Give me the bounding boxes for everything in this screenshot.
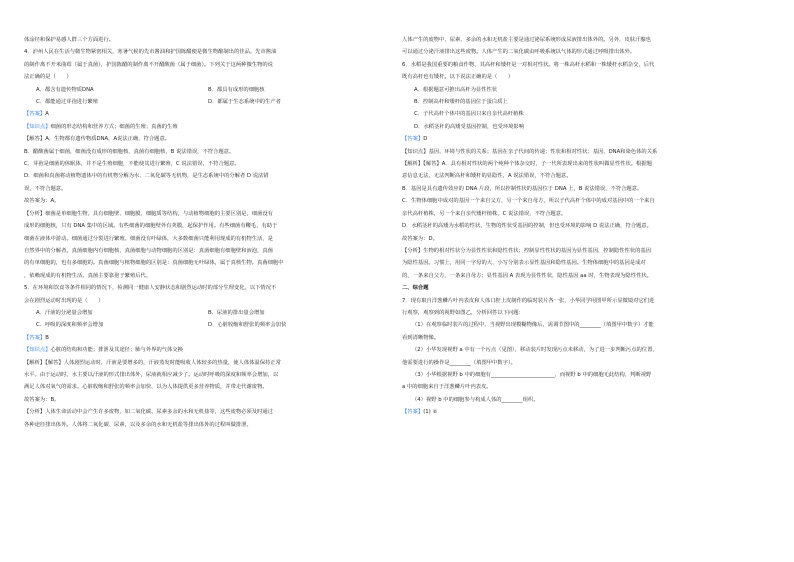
q6-option-c: C．子代高杆个体中的基因只来自亲代高杆植株 — [414, 111, 524, 118]
q6-option-a: A．根据题意可推出高杆为显性性状 — [414, 86, 498, 93]
q6-knowledge-point: 【知识点】基因、环境与性状的关系；基因在亲子代间的传递；性状和相对性状；基因、DNA和染色体的关系 — [402, 148, 658, 155]
answer-value: B — [45, 334, 49, 341]
q6-explanation-line: 亲代高杆植株，另一个来自亲代矮杆植株，C 说法错误，不符合题意。 — [402, 210, 567, 217]
q4-analysis-line: 【分析】细菌是单细胞生物，具有细胞壁、细胞膜、细胞质等结构，与动植物细胞的主要区别是，细菌没有 — [24, 210, 273, 217]
q6-analysis-line: 【分析】生物的相对性状分为显性性状和隐性性状；控制显性性状的基因为显性基因，控制隐性性状的基因 — [402, 247, 651, 254]
q4-analysis-line: 自然界中的分解者。真菌细胞内有细胞核，真菌细胞与动物细胞的区别是：真菌细胞有细胞壁和液泡，真菌 — [24, 247, 273, 254]
q7-subquestion-line: （3）小华根据视野 b 中的细胞有________________________，而视野 b 中的细胞无此结构，判断视野 — [412, 371, 652, 378]
q6-explanation-line: 故答案为：D。 — [402, 235, 438, 242]
q6-explanation-line: 【解析】【解答】A．具有相对性状的两个纯种个体杂交时，子一代所表现出来的性状叫做显性性状。根据题 — [402, 161, 652, 168]
q4-answer — [24, 108, 397, 120]
continuation-line: 人体产生的废物中，尿素、多余的水和无机盐主要是通过泌尿系统形成尿液排出体外的。另外，皮肤汗腺也 — [402, 37, 651, 43]
q5-explanation-line: 【解析】【解答】人体剧烈运动时，汗液是要增多的，汗液蒸发时能吸收人体较多的热量，使人体体温保持正常 — [24, 359, 281, 366]
q4-analysis-line: ，依赖现成的有机物生活。真菌主要靠孢子繁殖后代。 — [24, 272, 152, 279]
knowledge-tag: 【知识点】 — [24, 347, 51, 354]
right-column — [402, 34, 775, 419]
answer-value: A — [45, 111, 49, 118]
q4-stem-line: 4．泸州人民在生活与微生物紧密相关，寒暑气候的先市酱油和护国陈醋便是微生物酿制出的佳品。先市酱油 — [24, 49, 277, 56]
answer-tag: 【答案】 — [24, 334, 46, 341]
knowledge-text: 心脏的结构和功能；排泄及其途径；肺与外界的气体交换 — [50, 347, 183, 354]
q5-option-b: B．尿液的排出量会增加 — [208, 309, 265, 316]
q7-subquestion-line: （4）视野 b 中的细胞参与构成人体的________组织。 — [412, 396, 539, 403]
q6-analysis-line: 的，一条来自父方，一条来自母方；显性基因 A 表现为显性性状，隐性基因 aa 时，生物表现为隐性性状。 — [402, 272, 652, 279]
q4-explanation-line: D．细菌和真菌将动植物遗体中的有机物分解为水、二氧化碳等无机物，是生态系统中的分解者 D 说法错 — [24, 173, 269, 180]
q7-subquestion-line: （1）在观察临时装片的过程中，当视野出现模糊物像后，需调节图中的________（填图甲中数字）才能 — [412, 322, 654, 329]
continuation-line: 可以通过分泌汗液排出这些废物。人体产生的二氧化碳由呼吸系统以气体的形式通过呼吸排出体外。 — [402, 49, 636, 56]
q7-answer — [402, 406, 775, 418]
q4-stem-line: 的制作离不开米曲霉（属于真菌），护国陈醋的制作离不开醋酸菌（属于细菌）。下列关于这两种微生物的说 — [24, 61, 273, 68]
q5-options-row — [24, 307, 397, 319]
q5-analysis-line: 【分析】人体生命活动中会产生许多废物，如二氧化碳、尿素多余的水和无机盐等，这些废物必须及时通过 — [24, 409, 273, 416]
q5-option-c: C．呼吸的深度和频率会增加 — [36, 322, 104, 329]
q7-subquestion-line: 他需要进行的操作是________（填图甲中数字）。 — [402, 359, 516, 366]
q6-explanation-line: B．基因是具有遗传效应的 DNA 片段，所以控制性状的基因位于 DNA 上，B 说法错误，不符合题意。 — [402, 185, 643, 192]
q7-subquestion-line: （2）小华发现视野 a 中有一个污点（见图），移动装片时发现污点未移动，为了进一步判断污点的位置， — [412, 347, 658, 354]
q4-stem-line: 法正确的是（ ） — [24, 74, 72, 81]
q5-answer — [24, 332, 397, 344]
q6-explanation-line: 意信息无法，无法判断高杆和矮杆的显隐性，A 说法错误，不符合题意。 — [402, 173, 572, 180]
q5-analysis-line: 各种途径排出体外。人体将二氧化碳、尿素，以及多余的水和无机盐等排出体外的过程叫做排泄。 — [24, 421, 252, 428]
q5-knowledge-point — [24, 344, 397, 356]
q5-options-row — [24, 319, 397, 331]
q6-stem-line: 6．水稻是我国重要的粮食作物，其高杆和矮杆是一对相对性状。将一株高杆水稻和一株矮杆水稻杂交，后代 — [402, 61, 655, 68]
q7-stem-line: 行观察，观察到的视野如图乙，分析回答以下问题： — [402, 309, 524, 316]
q6-explanation-line: C．生物体细胞中成对的基因一个来自父方，另一个来自母方，所以子代高杆个体中的成对基因中的一个来自 — [402, 198, 655, 205]
q4-analysis-line: 成形的细胞核，只有 DNA 集中的区域。有些细菌的细胞壁外有荚膜，起保护作用。有些细菌有鞭毛，有助于 — [24, 223, 278, 230]
q4-option-b: B．都具有成形的细胞核 — [208, 86, 265, 93]
answer-tag: 【答案】 — [402, 136, 424, 143]
q4-explanation-line: 【解答】A．生物都有遗传物质DNA，A说法正确，符合题意。 — [24, 136, 171, 143]
answer-value: (1) ② — [423, 409, 438, 416]
q7-subquestion-line: 看到清晰物像。 — [402, 334, 440, 341]
q4-knowledge-point — [24, 121, 397, 133]
q6-option-d: D．水稻茎秆的高矮受基因控制，也受环境影响 — [414, 123, 525, 130]
q4-options-row — [24, 96, 397, 108]
q6-option-b: B．控制高杆和矮杆的基因位于蛋白质上 — [414, 99, 508, 106]
q4-option-d: D．都属于生态系统中的生产者 — [208, 99, 281, 106]
q5-option-d: D．心脏收缩和舒张的频率会加快 — [208, 322, 287, 329]
q6-analysis-line: 为隐性基因。习惯上，用同一字母的大、小写分别表示显性基因和隐性基因。生物体细胞中的基因是成对 — [402, 260, 646, 267]
q5-explanation-line: 满足人体对氧气的需求。心脏收缩和舒张的频率会加快，以为人体提供更多营养物质，并带走代谢废物。 — [24, 384, 268, 391]
q4-analysis-line: 的有单细胞的，也有多细胞的。真菌细胞与植物细胞的区别是：真菌细胞无叶绿体，属于真核生物。真菌细胞中 — [24, 260, 284, 267]
q5-explanation-line: 水平。由于运动时，水主要以汗液的形式排出体外，尿液就相应减少了。运动时呼吸的深度和频率会增加，以 — [24, 371, 279, 378]
intro-line: 体涂径和保护易感人群三个方面进行。 — [24, 37, 115, 43]
q4-option-a: A．都含有遗传物质DNA — [36, 86, 94, 93]
knowledge-text: 细菌的形态结构和营养方式；细菌的生殖；真菌的生殖 — [50, 123, 178, 130]
q4-option-c: C．都能通过芽孢进行繁殖 — [36, 99, 98, 106]
section-title: 二、综合题 — [402, 285, 429, 292]
q5-explanation-line: 故答案为：B。 — [24, 396, 60, 403]
q6-explanation-line: D．水稻茎秆的高矮为水稻的性状，生物的性状受基因的控制，但也受环境的影响 D 说法正确，符合题意。 — [402, 223, 652, 230]
answer-tag: 【答案】 — [24, 111, 46, 118]
q4-explanation-line: 故答案为：A。 — [24, 198, 60, 205]
knowledge-tag: 【知识点】 — [24, 123, 51, 130]
q4-analysis-line: 细菌在液体中游动。细菌通过分裂进行繁殖。细菌没有叶绿体，大多数细菌只能利用现成的有机物生活，是 — [24, 235, 273, 242]
q6-stem-line: 既有高杆也有矮杆。以下说法正确的是（ ） — [402, 74, 514, 81]
q7-subquestion-line: a 中的细胞来自于洋葱鳞片叶内表皮。 — [402, 384, 492, 391]
q4-explanation-line: C．芽孢是细菌的休眠体，并不是生殖细胞，不能使其进行繁殖，C 说法错误，不符合题意。 — [24, 161, 240, 168]
q5-option-a: A．汗液的分泌量会增加 — [36, 309, 93, 316]
answer-tag: 【答案】 — [402, 409, 424, 416]
q6-answer — [402, 133, 775, 145]
q4-options-row — [24, 84, 397, 96]
q5-stem-line: 会在剧烈运动时出现的是（ ） — [24, 297, 104, 304]
q4-explanation-line: 误，不符合题意。 — [24, 185, 67, 192]
q7-stem-line: 7．现有取自洋葱鳞片叶内表皮和人体口腔上皮制作的临时装片各一张，小华同学用图甲所示显微镜对它们进 — [402, 297, 655, 304]
left-column — [24, 34, 397, 431]
q4-explanation-line: B．醋酸菌属于细菌，细菌没有成形的细胞核，真菌有细胞核，B 说法错误，不符合题意。 — [24, 148, 235, 155]
answer-value: D — [423, 136, 428, 143]
q5-stem-line: 5．在环境和饮食等条件相同的情况下，检测同一健康人安静状态和剧烈运动时的部分生理变化，以下情况不 — [24, 285, 277, 292]
